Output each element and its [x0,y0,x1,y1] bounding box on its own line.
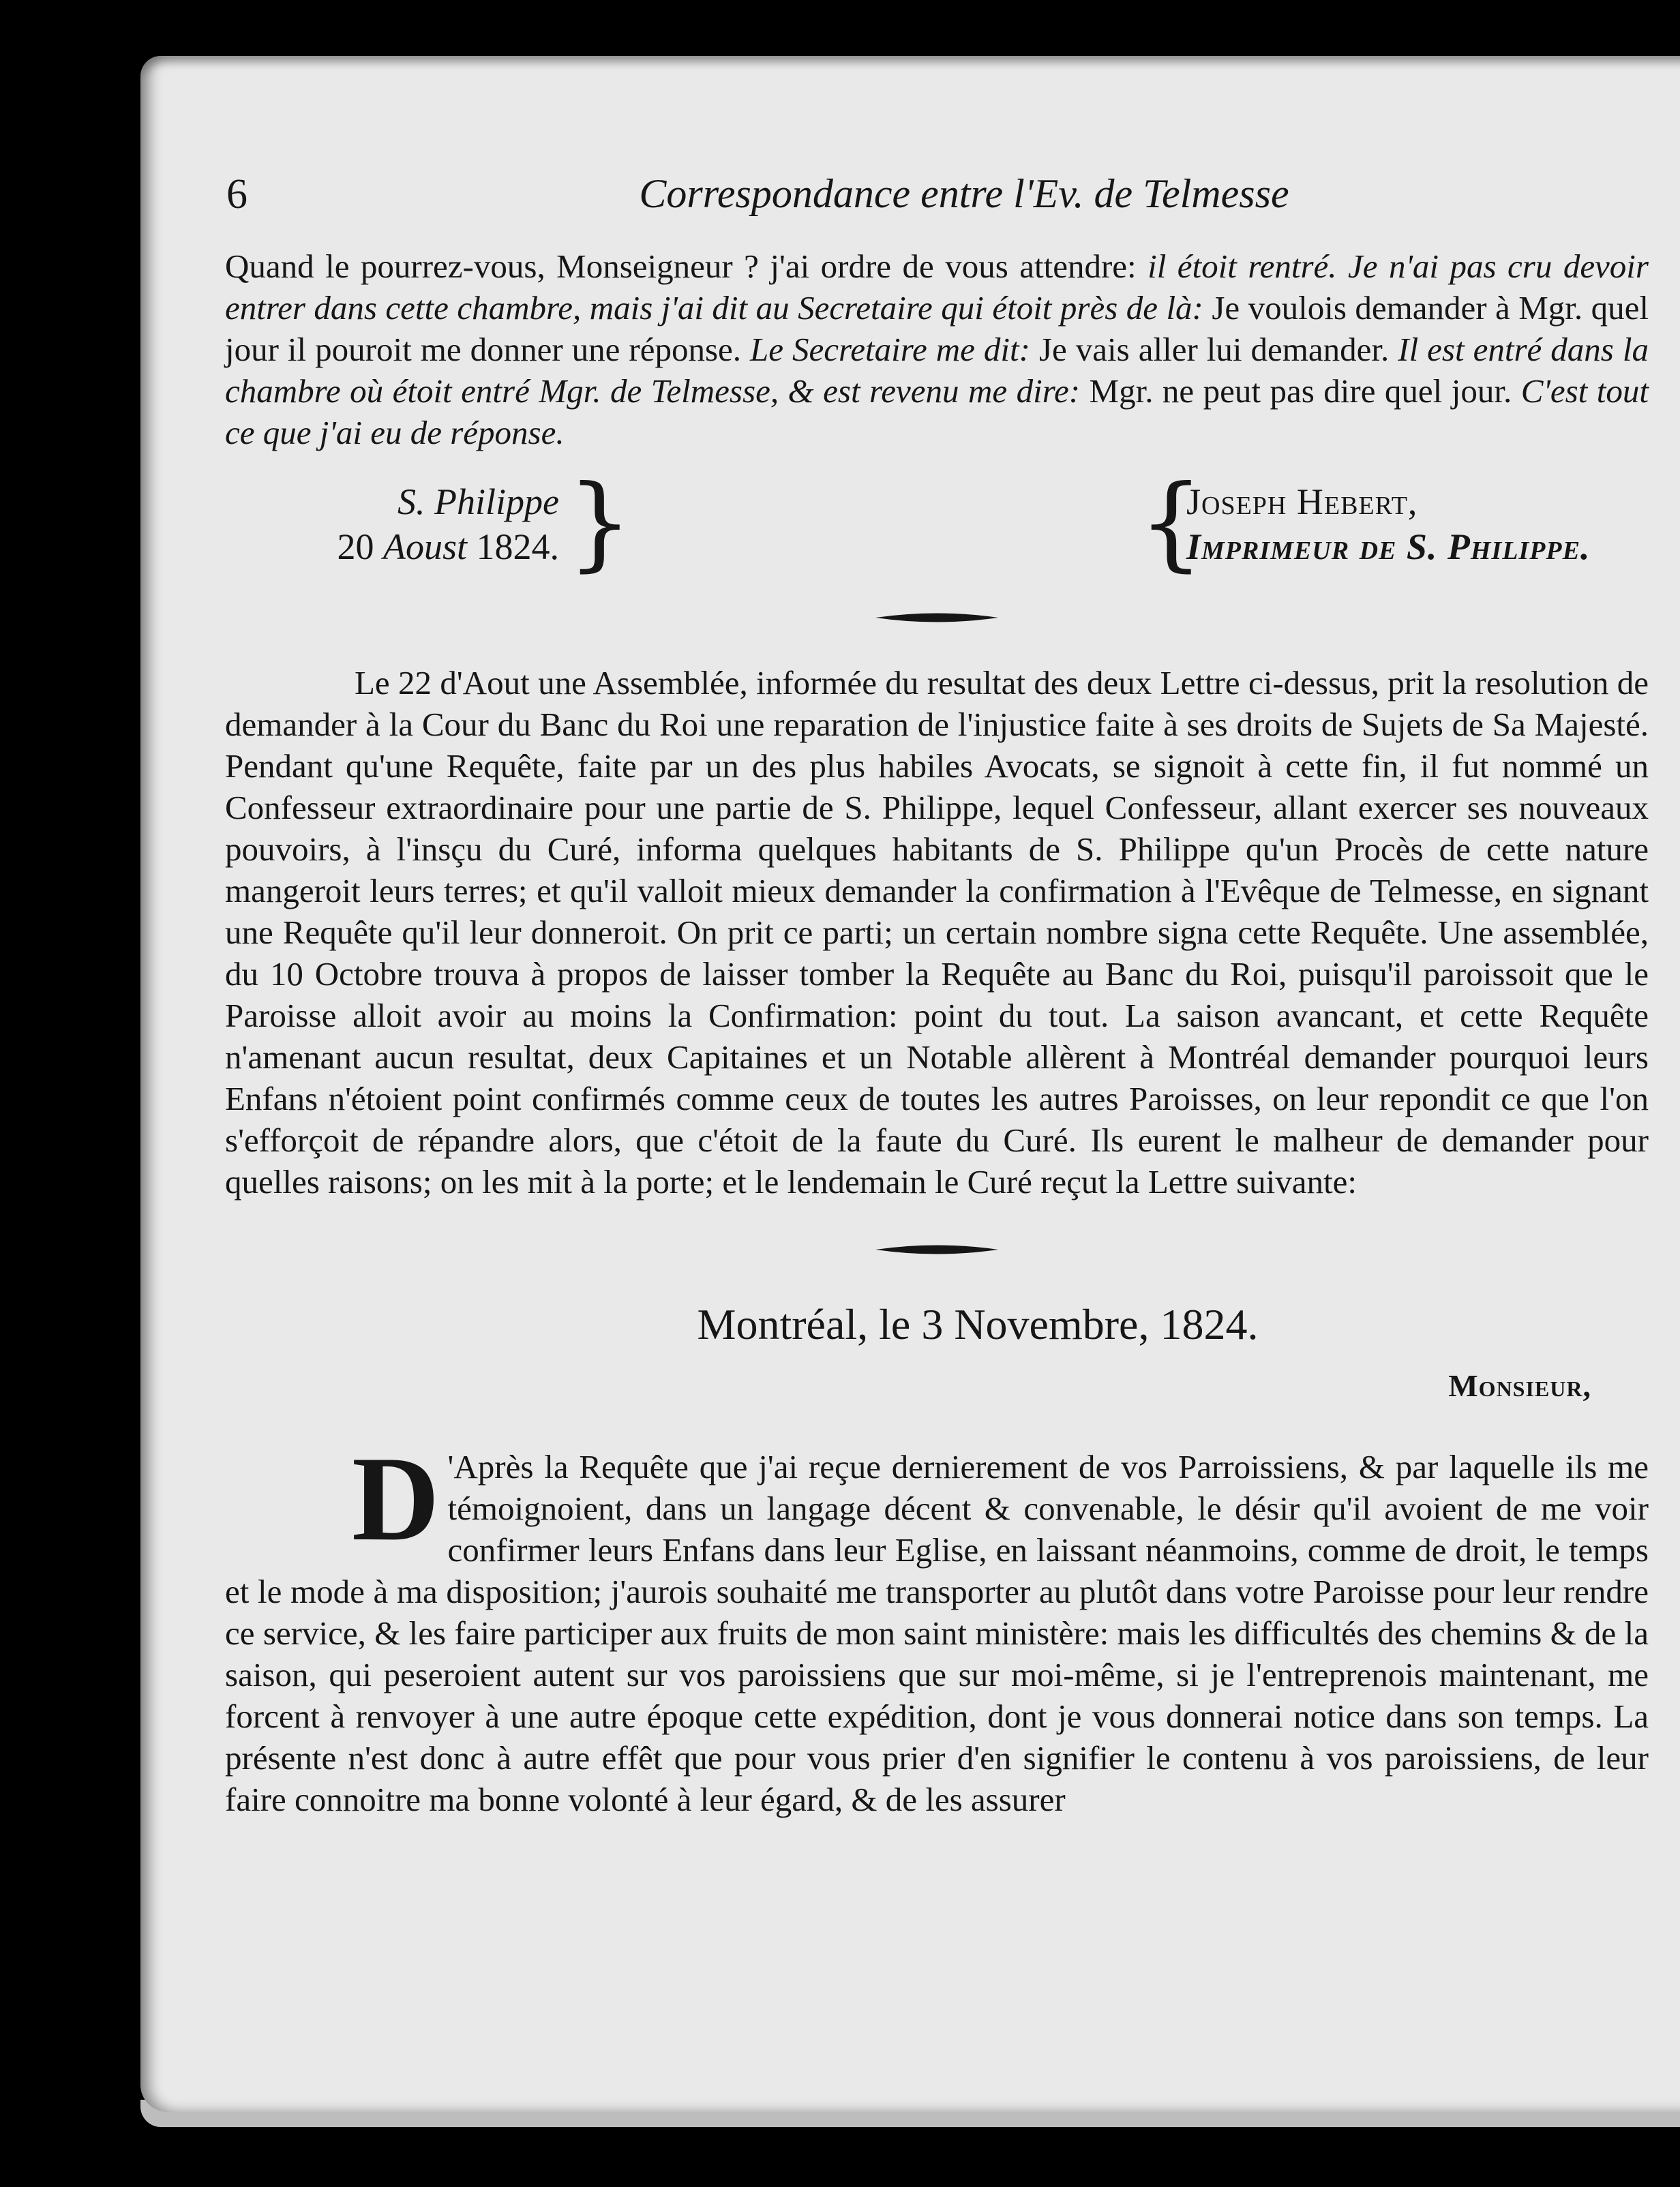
letter-body [225,1431,1649,1820]
paragraph-segment: Le Secretaire me dit: [750,331,1030,368]
paragraph-segment: C'est tout ce que j'ai eu de réponse. [225,372,1649,451]
drop-cap: D [352,1431,440,1566]
signature-block [225,464,1649,582]
paragraph-segment: Il est entré dans la chambre où étoit entré Mgr. de Telmesse, & est revenu me dire: [225,331,1649,410]
signatory-title: Imprimeur de S. Philippe. [1186,526,1591,567]
left-brace-icon: { [1139,464,1204,582]
signature-signatory [1186,479,1591,569]
paragraph-report [225,245,1649,453]
paragraph-segment: Je vais aller lui demander. [1030,331,1398,368]
signature-day: 20 [337,526,374,567]
page-number: 6 [226,171,247,217]
page-header [225,170,1649,245]
letter-dateline: Montréal, le 3 Novembre, 1824. [697,1300,1259,1348]
right-brace-icon: } [567,464,633,582]
paragraph-narrative: Le 22 d'Aout une Assemblée, informée du resultat des deux Lettre ci-dessus, prit la resolution de demander à la Cour du Banc du Roi une reparation de l'injustice faite à ses droits de Sujets de Sa Majesté. Pendant qu'une Requête, faite par un des plus habiles Avocats, se signoit à cette fin, il fut nommé un Confesseur extraordinaire pour une partie de S. Philippe, lequel Confesseur, allant exercer ses nouveaux pouvoirs, à l'insçu du Curé, informa quelques habitants de S. Philippe qu'un Procès de cette nature mangeroit leurs terres; et qu'il valloit mieux demander la confirmation à l'Evêque de Telmesse, en signant une Requête qu'il leur donneroit. On prit ce parti; un certain nombre signa cette Requête. Une assemblée, du 10 Octobre trouva à propos de laisser tomber la Requête au Banc du Roi, puisqu'il paroissoit que le Paroisse alloit avoir au moins la Confirmation: point du tout. La saison avancant, et cette Requête n'amenant aucun resultat, deux Capitaines et un Notable allèrent à Montréal demander pourquoi leurs Enfans n'étoient point confirmés comme ceux de toutes les autres Paroisses, on leur repondit ce que l'on s'efforçoit de répandre alors, que c'étoit de la faute du Curé. Ils eurent le malheur de demander pour quelles raisons; on les mit à la porte; et le lendemain le Curé reçut la Lettre suivante: [225,664,1649,1201]
paragraph-segment: Quand le pourrez-vous, Monseigneur ? j'ai ordre de vous attendre: [225,247,1148,285]
running-title: Correspondance entre l'Ev. de Telmesse [639,171,1289,216]
paragraph-segment: il étoit rentré. Je n'ai pas cru devoir entrer dans cette chambre, mais j'ai dit au Secretaire qui étoit près de là: [225,247,1649,327]
page-content [225,170,1649,1820]
signature-month: Aoust [382,526,467,567]
signature-place: S. Philippe [397,481,559,522]
letter-text: 'Après la Requête que j'ai reçue dernierement de vos Parroissiens, & par laquelle ils me témoignoient, dans un langage décent & convenable, le désir qu'il avoient de me voir confirmer leurs Enfans dans leur Eglise, en laissant néanmoins, comme de droit, le temps et le mode à ma disposition; j'aurois souhaité me transporter au plutôt dans votre Paroisse pour leur rendre ce service, & les faire participer aux fruits de mon saint ministère: mais les difficultés des chemins & de la saison, qui peseroient autent sur vos paroissiens que sur moi-même, si je l'entreprenois maintenant, me forcent à renvoyer à une autre époque cette expédition, dont je vous donnerai notice dans son temps. La présente n'est donc à autre effêt que pour vous prier d'en signifier le contenu à vos paroissiens, de leur faire connoitre ma bonne volonté à leur égard, & de les assurer [225,1448,1649,1818]
signatory-name: Joseph Hebert, [1186,481,1418,522]
letter-salutation: Monsieur, [1448,1368,1591,1403]
signature-place-date [266,479,559,569]
signature-year: 1824. [476,526,559,567]
ornamental-divider-icon [875,1242,998,1257]
book-page [140,56,1680,2112]
paragraph-segment: Je voulois demander à Mgr. quel jour il pouroit me donner une réponse. [225,289,1649,368]
ornamental-divider-icon [875,610,998,625]
paragraph-segment: Mgr. ne peut pas dire quel jour. [1080,372,1521,410]
